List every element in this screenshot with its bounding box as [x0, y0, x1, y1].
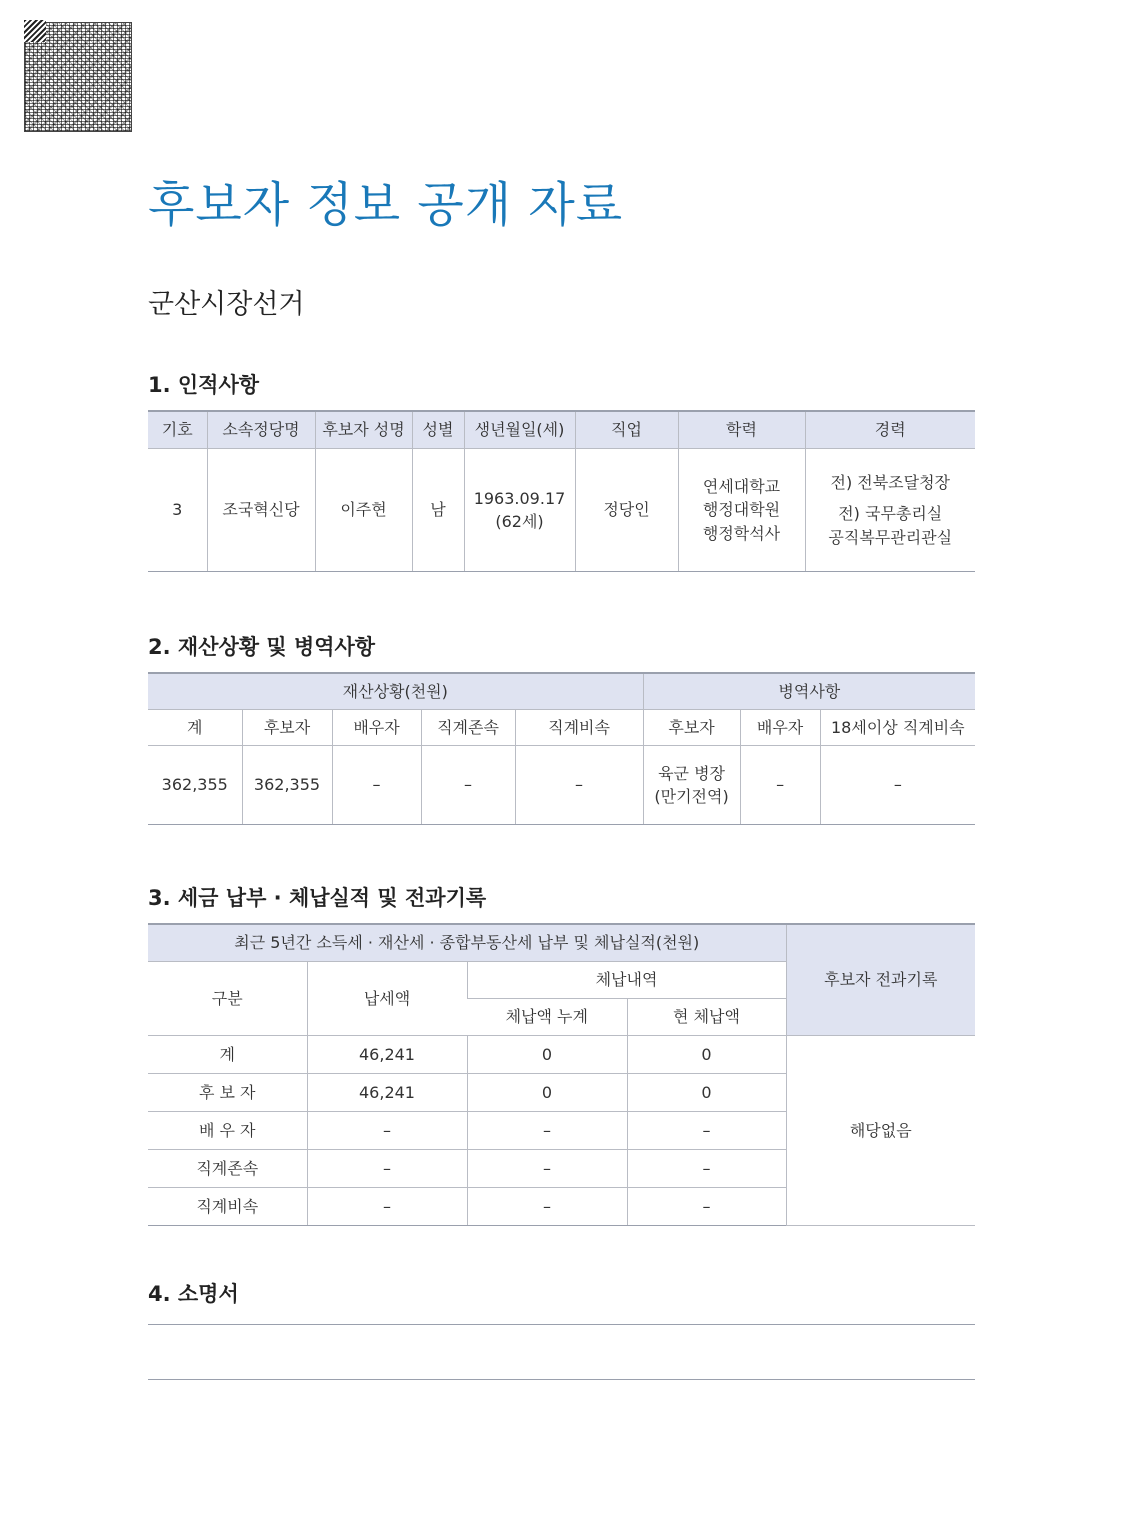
career-line: 전) 전북조달청장 — [830, 473, 951, 493]
military-rank: 육군 병장 — [658, 763, 726, 783]
header-paid: 납세액 — [307, 962, 467, 1036]
header-military-candidate: 후보자 — [643, 710, 740, 746]
property-candidate: 362,355 — [242, 746, 332, 825]
table-row — [148, 1036, 975, 1074]
candidate-number: 3 — [148, 449, 207, 572]
table-row — [148, 746, 975, 825]
arrears-current: – — [627, 1112, 786, 1150]
tax-criminal-table — [148, 923, 975, 1226]
education-line: 행정학석사 — [702, 523, 781, 543]
property-total: 362,355 — [148, 746, 242, 825]
education-line: 연세대학교 — [702, 477, 781, 497]
birth-date-cell — [464, 449, 575, 572]
header-tax-group: 최근 5년간 소득세 · 재산세 · 종합부동산세 납부 및 체납실적(천원) — [148, 924, 786, 962]
header-arrears-current: 현 체납액 — [627, 999, 786, 1036]
header-military-spouse: 배우자 — [740, 710, 820, 746]
paid-amount: – — [307, 1112, 467, 1150]
arrears-total: – — [467, 1188, 627, 1226]
header-property-group: 재산상황(천원) — [148, 673, 643, 710]
education-cell — [678, 449, 805, 572]
property-descendants: – — [515, 746, 643, 825]
row-label: 계 — [148, 1036, 307, 1074]
header-education: 학력 — [678, 411, 805, 449]
paid-amount: – — [307, 1150, 467, 1188]
education-line: 행정대학원 — [702, 500, 781, 520]
header-category: 구분 — [148, 962, 307, 1036]
statement-bottom-line — [148, 1379, 975, 1380]
section-heading-property: 2. 재산상황 및 병역사항 — [148, 635, 376, 659]
header-military-group: 병역사항 — [643, 673, 975, 710]
paid-amount: – — [307, 1188, 467, 1226]
header-birth: 생년월일(세) — [464, 411, 575, 449]
personal-info-table — [148, 410, 975, 572]
arrears-total: – — [467, 1112, 627, 1150]
career-cell — [805, 449, 975, 572]
job: 정당인 — [575, 449, 678, 572]
header-arrears: 체납내역 — [467, 962, 786, 999]
military-discharge: (만기전역) — [654, 787, 729, 806]
birth-date: 1963.09.17 — [473, 488, 566, 508]
party-name: 조국혁신당 — [207, 449, 315, 572]
arrears-current: 0 — [627, 1036, 786, 1074]
election-name: 군산시장선거 — [148, 289, 305, 320]
header-arrears-total: 체납액 누계 — [467, 999, 627, 1036]
career-line: 전) 국무총리실 — [838, 504, 943, 524]
arrears-total: – — [467, 1150, 627, 1188]
header-name: 후보자 성명 — [315, 411, 412, 449]
property-spouse: – — [332, 746, 421, 825]
section-heading-tax: 3. 세금 납부 · 체납실적 및 전과기록 — [148, 886, 487, 910]
row-label: 직계비속 — [148, 1188, 307, 1226]
paid-amount: 46,241 — [307, 1074, 467, 1112]
section-heading-personal: 1. 인적사항 — [148, 373, 260, 397]
header-military-children: 18세이상 직계비속 — [820, 710, 975, 746]
table-row — [148, 449, 975, 572]
property-military-table — [148, 672, 975, 825]
paid-amount: 46,241 — [307, 1036, 467, 1074]
military-candidate-cell — [643, 746, 740, 825]
header-gender: 성별 — [412, 411, 464, 449]
military-children: – — [820, 746, 975, 825]
age: (62세) — [495, 512, 544, 531]
row-label: 배 우 자 — [148, 1112, 307, 1150]
statement-top-line — [148, 1324, 975, 1325]
arrears-current: 0 — [627, 1074, 786, 1112]
property-ascendants: – — [421, 746, 515, 825]
candidate-name: 이주현 — [315, 449, 412, 572]
row-label: 직계존속 — [148, 1150, 307, 1188]
arrears-current: – — [627, 1188, 786, 1226]
military-spouse: – — [740, 746, 820, 825]
header-career: 경력 — [805, 411, 975, 449]
section-heading-statement: 4. 소명서 — [148, 1282, 239, 1306]
gender: 남 — [412, 449, 464, 572]
row-label: 후 보 자 — [148, 1074, 307, 1112]
arrears-total: 0 — [467, 1036, 627, 1074]
header-ascendants: 직계존속 — [421, 710, 515, 746]
header-job: 직업 — [575, 411, 678, 449]
header-total: 계 — [148, 710, 242, 746]
header-candidate: 후보자 — [242, 710, 332, 746]
career-line: 공직복무관리관실 — [828, 527, 953, 547]
arrears-current: – — [627, 1150, 786, 1188]
header-spouse: 배우자 — [332, 710, 421, 746]
header-criminal-record: 후보자 전과기록 — [786, 924, 975, 1036]
arrears-total: 0 — [467, 1074, 627, 1112]
criminal-record: 해당없음 — [786, 1036, 975, 1226]
page-title: 후보자 정보 공개 자료 — [148, 177, 624, 233]
header-descendants: 직계비속 — [515, 710, 643, 746]
header-number: 기호 — [148, 411, 207, 449]
qr-corner-mark — [24, 20, 46, 42]
header-party: 소속정당명 — [207, 411, 315, 449]
